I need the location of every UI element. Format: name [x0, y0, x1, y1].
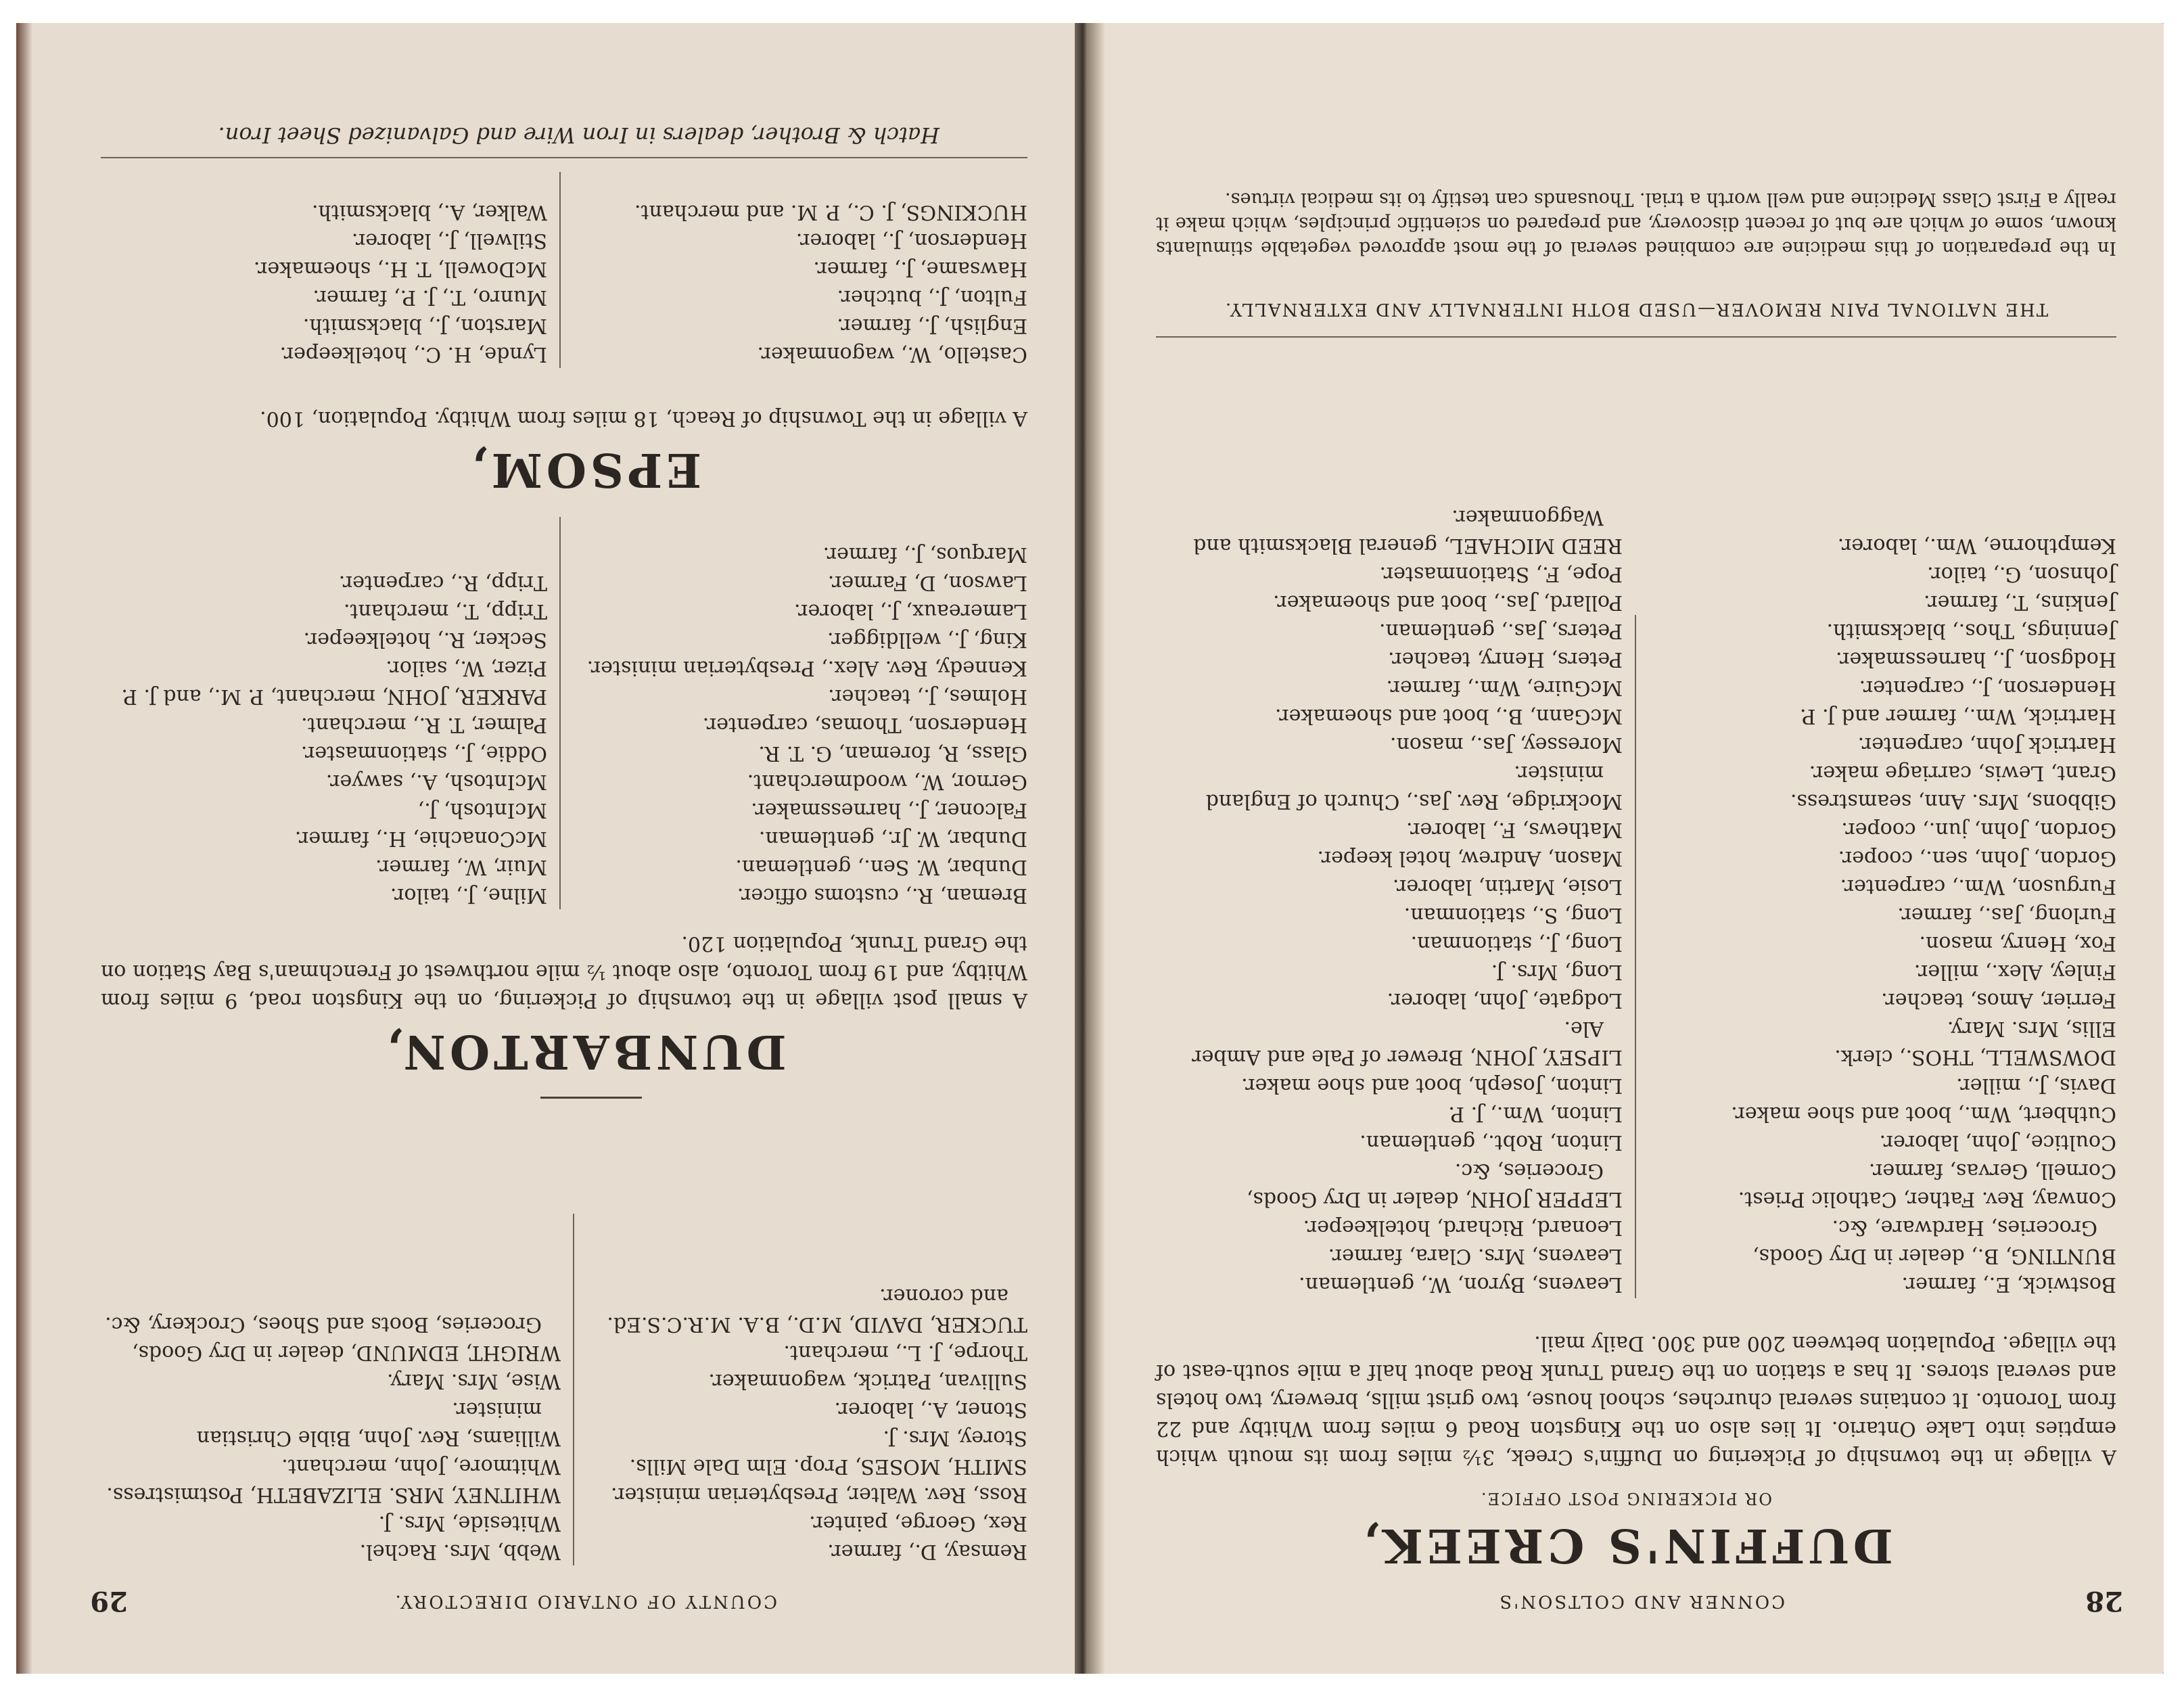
footer-advert: Hatch & Brother, dealers in Iron Wire and Galvanized Sheet Iron. [218, 122, 939, 148]
page-28 [1088, 23, 2164, 1674]
directory-entry: Rex, George, painter. [809, 1511, 1027, 1535]
directory-entry: Munro, T., J. P., farmer. [312, 285, 547, 309]
directory-entry: LIPSEY, JOHN, Brewer of Pale and Amber Ale. [1192, 1017, 1623, 1069]
directory-entry: Gernor, W., woodmerchant. [747, 770, 1027, 794]
directory-entry: Hartrick, Wm., farmer and J. P. [1799, 704, 2116, 728]
directory-entry: Dunbar, W. Jr., gentleman. [758, 827, 1027, 850]
directory-entry: Milne, J., tailor. [390, 884, 547, 907]
dunbarton-intro: A small post village in the township of Pickering, on the Kingston road, 9 miles from Whitby, and 19 from Toronto, also about ½ mile northwest of Frenchman's Bay Station on the Grand Trunk, Population 120. [101, 932, 1027, 1012]
directory-entry: Storey, Mrs. J. [883, 1426, 1027, 1450]
column-divider [559, 172, 561, 368]
directory-entry: PARKER, JOHN, merchant, P. M., and J. P. [121, 685, 547, 708]
advert-rule [1156, 336, 2116, 338]
directory-entry: Glass, R, foreman, G. T. R. [758, 741, 1027, 765]
footer-rule [101, 157, 1027, 158]
epsom-intro: A village in the Township of Reach, 18 miles from Whitby. Population, 100. [260, 407, 1027, 430]
section-rule [540, 1097, 642, 1099]
directory-entry: Lawson, D, Farmer. [827, 571, 1027, 595]
advert-body: In the preparation of this medicine are combined several of the most approved vegetable stimulants known, some of which are but of recent discovery, and prepared on scientific principles, which make it really a First Class Medicine and well worth a trial. Thousands can testify to its medical virtues. [1156, 189, 2116, 258]
directory-entry: Gordon, John, jun., cooper. [1841, 818, 2116, 842]
directory-entry: Lodgate, John, laborer. [1387, 988, 1623, 1012]
directory-entry: Grant, Lewis, carriage maker. [1809, 761, 2116, 785]
directory-entry: Muir, W., farmer. [375, 855, 547, 879]
directory-entry: Furlong, Jas., farmer. [1897, 903, 2116, 927]
page-edge-right [16, 23, 32, 1674]
column-divider [573, 1214, 574, 1565]
directory-entry: Hartrick John, carpenter. [1857, 733, 2116, 756]
directory-entry: Lynde, H. C., hotelkeeper. [279, 342, 547, 366]
directory-entry: Cuthbert, Wm., boot and shoe maker. [1731, 1102, 2116, 1126]
directory-entry: Mathews, F., laborer. [1405, 818, 1623, 842]
directory-entry: Breman, R., customs officer. [737, 884, 1027, 907]
directory-entry: Whiteside, Mrs. J. [378, 1511, 561, 1535]
continued-column-2 [101, 1310, 561, 1565]
town-intro: A village in the township of Pickering on Duffin's Creek, 3½ miles from its mouth which empties into Lake Ontario. It lies also on the Kingston Road 6 miles from Whitby and 22 from Toronto. It contains several churches, school house, two grist mills, brewery, two hotels and several stores. It has a station on the Grand Trunk Road about half a mile south-east of the village. Population between 200 and 300. Daily mail. [1156, 1331, 2116, 1469]
epsom-column-1 [567, 198, 1027, 368]
directory-entry: Thorpe, J. L., merchant. [783, 1341, 1027, 1365]
town-title-epsom: EPSOM, [467, 442, 702, 497]
directory-entry: Long, J., stationman. [1410, 932, 1623, 955]
directory-entry: Lamereaux, J., laborer. [793, 599, 1027, 623]
running-head: COUNTY OF ONTARIO DIRECTORY. [393, 1591, 777, 1611]
dunbarton-column-2 [101, 568, 547, 909]
directory-entry: Leavens, Mrs. Clara, farmer. [1328, 1244, 1623, 1268]
directory-entry: McIntosh, J., [417, 798, 547, 822]
directory-entry: WHITNEY, MRS. ELIZABETH, Postmistress. [106, 1483, 561, 1507]
directory-entry: Gordon, John, sen., cooper. [1838, 846, 2116, 870]
directory-entry: Hodgson, J., harnessmaker. [1835, 647, 2116, 671]
directory-entry: Ellis, Mrs. Mary. [1947, 1017, 2116, 1040]
column-divider [1635, 615, 1636, 1298]
directory-entry: Kempthorne, Wm., laborer. [1837, 534, 2116, 557]
directory-entry: Oddie, J., stationmaster. [300, 741, 547, 765]
directory-entry: Linton, Joseph, boot and shoe maker. [1241, 1074, 1623, 1097]
directory-entry: Walker, A., blacksmith. [311, 200, 547, 224]
directory-entry: Leavens, Byron, W., gentleman. [1299, 1273, 1623, 1296]
directory-entry: McIntosh, A., sawyer. [325, 770, 547, 794]
directory-entry: Marston, J., blacksmith. [302, 314, 547, 338]
directory-entry: Furguson, Wm., carpenter. [1840, 875, 2116, 898]
town-subtitle: OR PICKERING POST OFFICE. [1479, 1489, 1773, 1508]
directory-entry: Bostwick, E., farmer. [1901, 1273, 2116, 1296]
continued-column-1 [581, 1281, 1027, 1565]
directory-entry: Holmes, J., teacher. [828, 685, 1027, 708]
directory-entry: Williams, Rev. John, Bible Christian minister. [196, 1398, 561, 1450]
directory-entry: King, J., welldigger. [827, 628, 1027, 651]
directory-entry: Falconer, J., harnessmaker. [751, 798, 1027, 822]
directory-entry: Johnson, G., tailor. [1927, 562, 2116, 586]
directory-entry: Tripp, T., merchant. [343, 599, 547, 623]
directory-entry: Jennings, Thos., blacksmith. [1826, 619, 2116, 643]
town-title-duffins-creek: DUFFIN'S CREEK, [1359, 1518, 1893, 1572]
directory-entry: Davis, J., miller. [1956, 1074, 2116, 1097]
directory-entry: McGann, B., boot and shoemaker. [1275, 704, 1623, 728]
directory-entry: Peters, Jas., gentleman. [1379, 619, 1623, 643]
directory-entry: Jenkins, T., farmer. [1924, 591, 2116, 614]
directory-entry: Coultice, John, laborer. [1879, 1130, 2116, 1154]
directory-entry: Palmer, T. R., merchant. [301, 713, 547, 737]
directory-entry: Peters, Henry, teacher. [1388, 647, 1623, 671]
town-title-dunbarton: DUNBARTON, [382, 1024, 787, 1078]
directory-entry: Ross, Rev. Walter, Presbyterian minister. [610, 1483, 1027, 1507]
directory-entry: Tripp, R., carpenter. [338, 571, 547, 595]
directory-entry: WRIGHT, EDMUND, dealer in Dry Goods, Groceries, Boots and Shoes, Crockery, &c. [105, 1312, 561, 1365]
directory-entry: Wise, Mrs. Mary. [386, 1369, 561, 1393]
directory-entry: DOWSWELL, THOS., clerk. [1834, 1045, 2116, 1069]
directory-entry: Henderson, J., carpenter. [1859, 676, 2116, 700]
directory-entry: McGuire, Wm., farmer. [1386, 676, 1623, 700]
advert-heading: THE NATIONAL PAIN REMOVER—USED BOTH INTERNALLY AND EXTERNALLY. [1224, 299, 2049, 319]
directory-entry: REED MICHAEL, general Blacksmith and Waggonmaker. [1193, 505, 1623, 557]
directory-entry: Sullivan, Patrick, wagonmaker. [708, 1369, 1027, 1393]
directory-entry: Linton, Wm., J. P. [1448, 1102, 1623, 1126]
directory-entry: Pope, F., Stationmaster. [1379, 562, 1623, 586]
directory-entry: English, J., farmer. [837, 314, 1027, 338]
directory-entry: Stoner, A., laborer. [834, 1398, 1027, 1421]
directory-entry: Mason, Andrew, hotel keeper. [1317, 846, 1623, 870]
directory-entry: Castello, W., wagonmaker. [757, 342, 1027, 366]
directory-entry: Finley, Alex., miller. [1913, 960, 2116, 984]
directory-entry: Long, Mrs. J. [1491, 960, 1623, 984]
directory-entry: Webb, Mrs. Rachel. [359, 1540, 561, 1563]
directory-entry: Kennedy, Rev. Alex., Presbyterian minister. [586, 656, 1027, 680]
directory-entry: HUCKINGS, J. C., P. M. and merchant. [634, 200, 1027, 224]
directory-entry: Fulton, J., butcher. [837, 285, 1027, 309]
directory-entry: Remsay, D., farmer. [827, 1540, 1027, 1563]
page-number: 28 [2085, 1585, 2123, 1617]
directory-entry: Secker, R., hotelkeeper. [303, 628, 547, 651]
directory-entry: Conway, Rev. Father, Catholic Priest. [1738, 1187, 2116, 1211]
directory-entry: SMITH, MOSES, Prop. Elm Dale Mills. [629, 1455, 1027, 1478]
directory-column-2 [1156, 503, 1623, 1298]
directory-entry: Pizer, W., sailor. [386, 656, 547, 680]
directory-column-1 [1643, 531, 2116, 1298]
page-29 [16, 23, 1075, 1674]
directory-entry: Leonard, Richard, hotelkeeper. [1303, 1216, 1623, 1239]
column-divider [559, 517, 561, 909]
directory-entry: Ferrier, Amos, teacher. [1881, 988, 2116, 1012]
directory-entry: Marquos, J., farmer. [822, 543, 1027, 566]
directory-entry: Fox, Henry, mason. [1919, 932, 2116, 955]
page-number: 29 [90, 1585, 128, 1617]
directory-entry: Henderson, Thomas, carpenter. [702, 713, 1027, 737]
directory-entry: Linton, Robt., gentleman. [1360, 1130, 1623, 1154]
directory-entry: Cornell, Gervas, farmer. [1868, 1159, 2116, 1183]
directory-entry: Whitmore, John, merchant. [281, 1455, 561, 1478]
directory-entry: Henderson, J., laborer. [795, 229, 1027, 252]
epsom-column-2 [101, 198, 547, 368]
directory-entry: Dunbar, W. Sen., gentleman. [735, 855, 1027, 879]
directory-entry: BUNTING, B., dealer in Dry Goods, Groceries, Hardware, &c. [1752, 1216, 2116, 1268]
directory-entry: Gibbons, Mrs. Ann, seamstress. [1790, 789, 2116, 813]
directory-entry: Long, S., stationman. [1403, 903, 1623, 927]
directory-entry: LEPPER JOHN, dealer in Dry Goods, Groceries, &c. [1246, 1159, 1623, 1211]
dunbarton-column-1 [567, 540, 1027, 909]
directory-entry: Moressey, Jas., mason. [1389, 733, 1623, 756]
directory-entry: McConachie, H., farmer. [294, 827, 547, 850]
directory-entry: Stilwell, J., laborer. [351, 229, 547, 252]
directory-entry: Losie, Martin, laborer. [1392, 875, 1623, 898]
directory-entry: McDowell, T. H., shoemaker. [253, 257, 547, 281]
directory-entry: Mockridge, Rev. Jas., Church of England minister. [1205, 761, 1623, 813]
running-head: CONNER AND COLTSON'S [1497, 1591, 1785, 1611]
directory-entry: Hawsame, J., farmer. [813, 257, 1027, 281]
directory-entry: TUCKER, DAVID, M.D., B.A. M.R.C.S.Ed. and coroner. [607, 1284, 1027, 1336]
directory-entry: Pollard, Jas., boot and shoemaker. [1273, 591, 1623, 614]
